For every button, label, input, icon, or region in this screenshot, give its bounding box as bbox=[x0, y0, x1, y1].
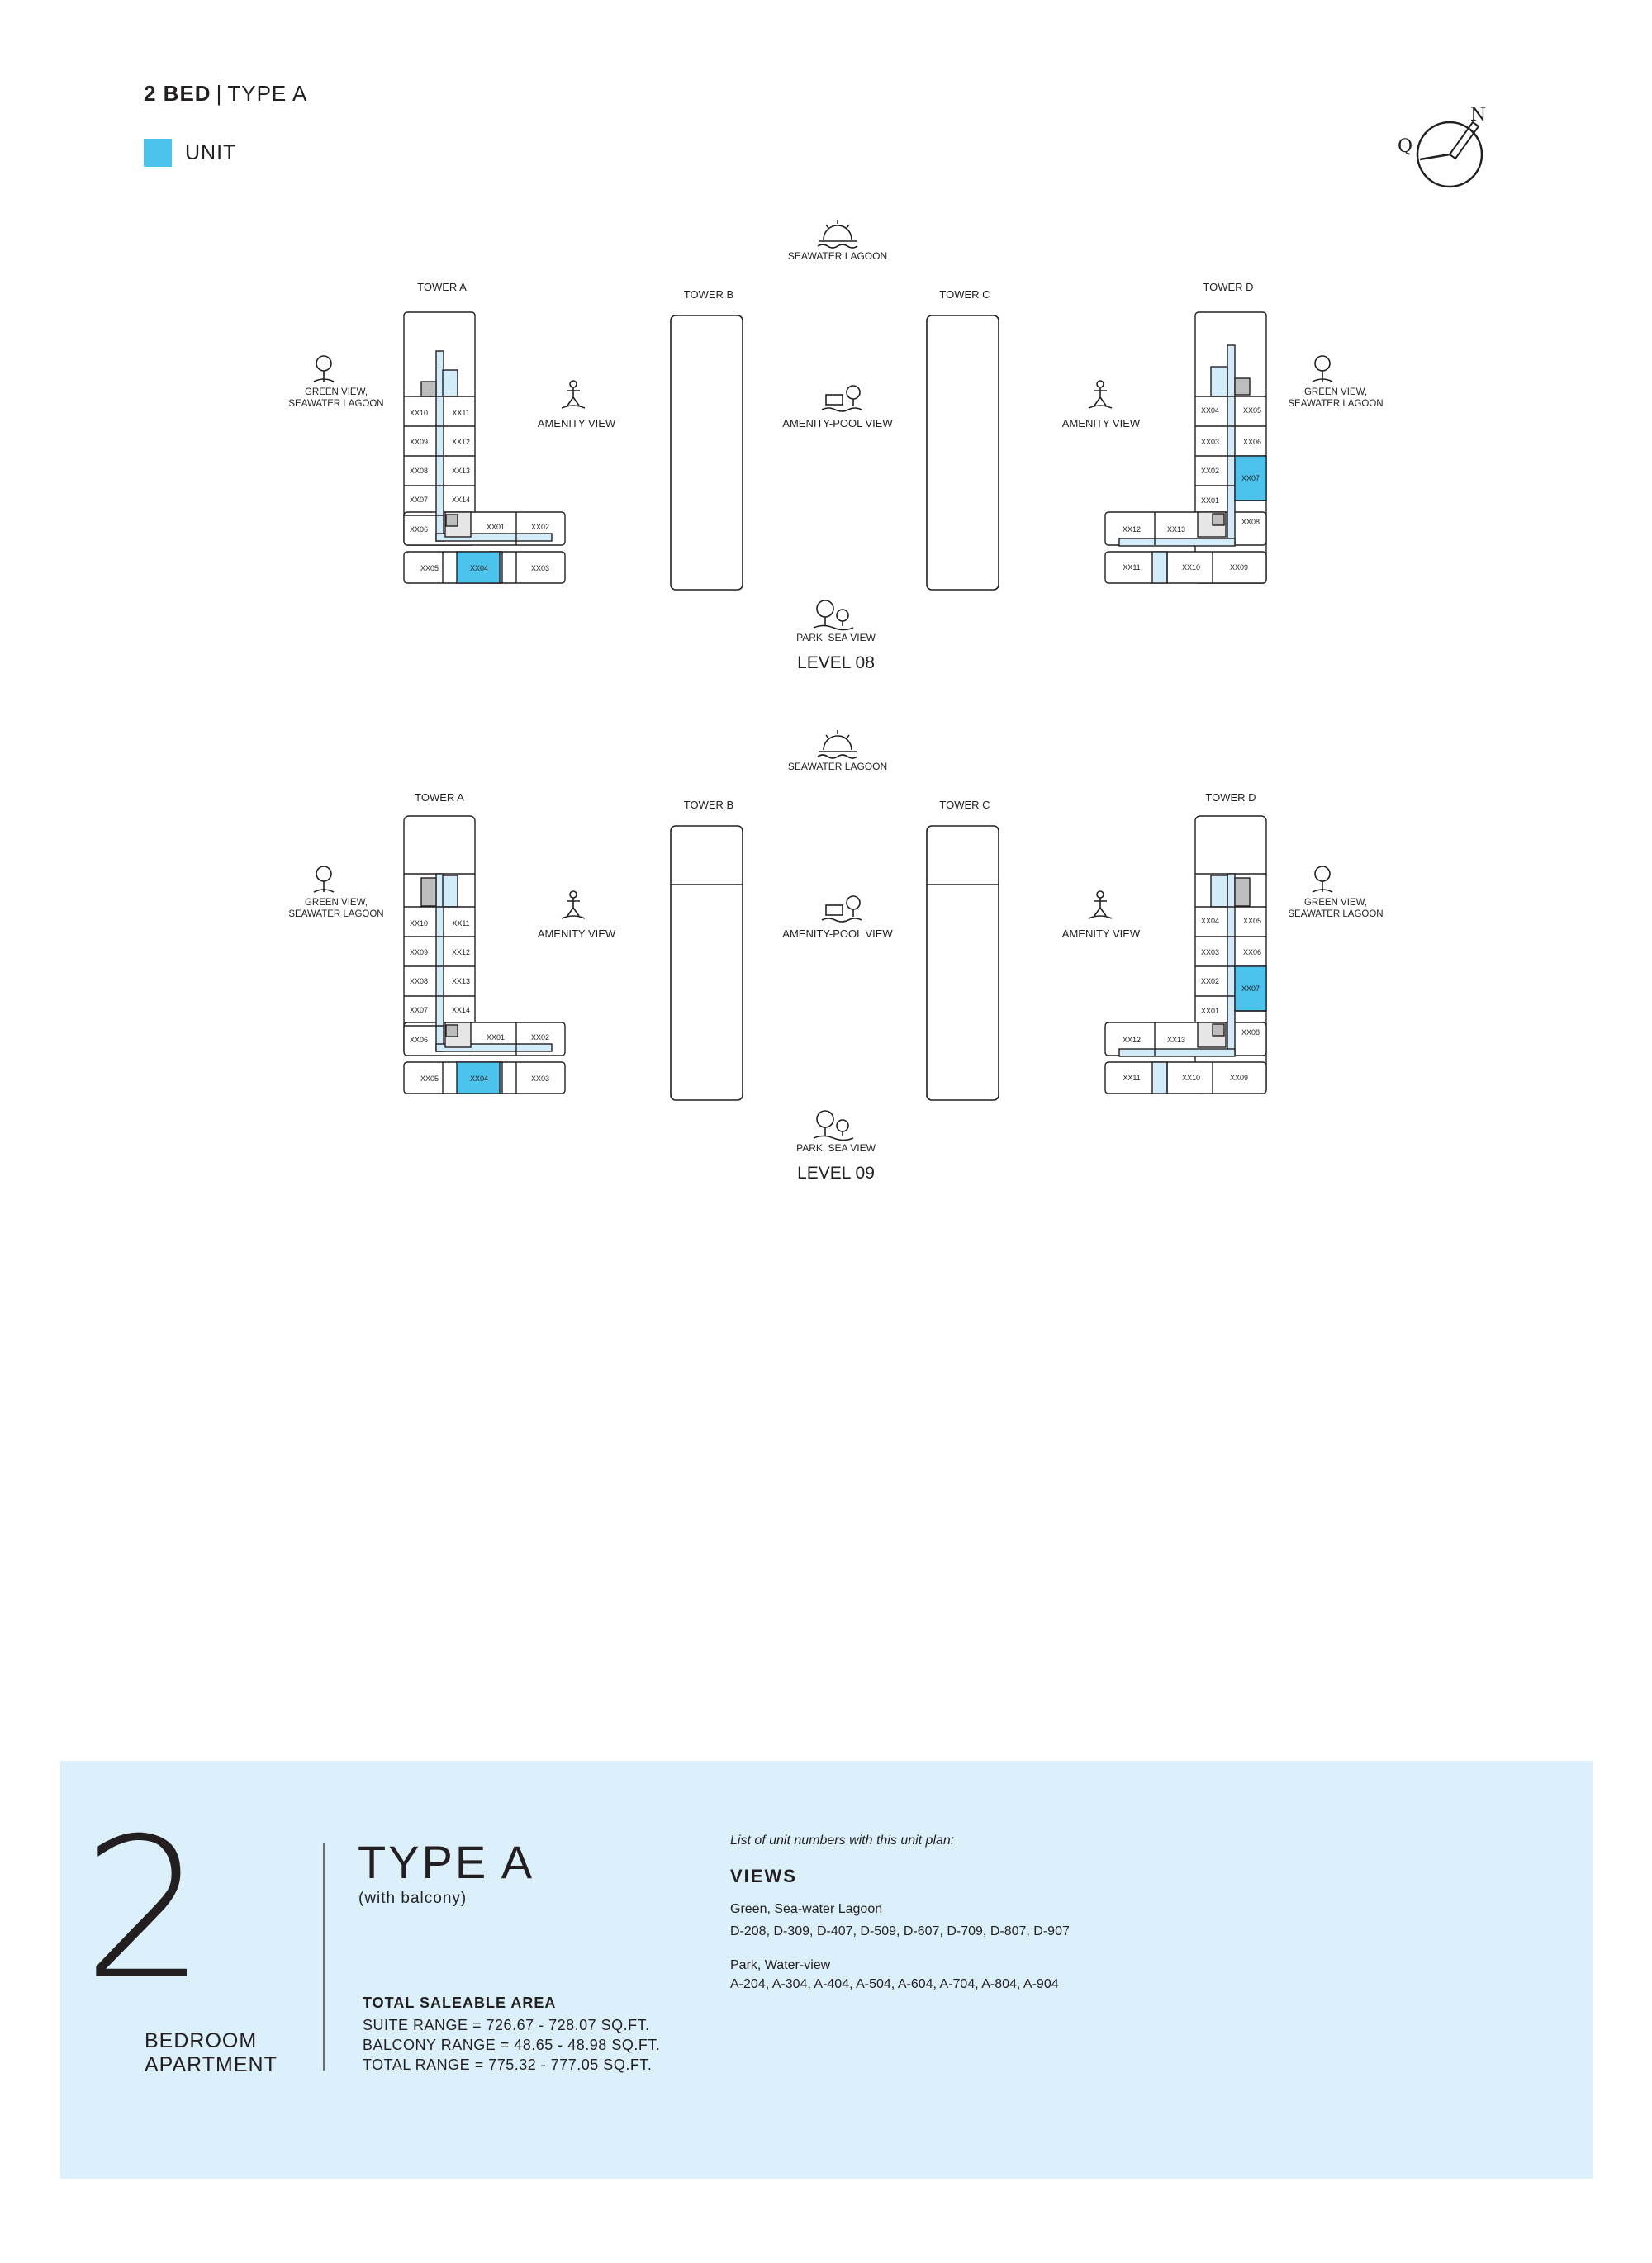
view-label-right-2: SEAWATER LAGOON bbox=[1288, 909, 1384, 919]
title-separator: | bbox=[216, 81, 223, 106]
unit-label: XX05 bbox=[1242, 406, 1262, 415]
unit-label: XX01 bbox=[486, 1033, 506, 1041]
unit-label: XX09 bbox=[1229, 563, 1249, 572]
unit-label: XX07 bbox=[409, 1006, 429, 1014]
amenity-view-label-left: AMENITY VIEW bbox=[537, 927, 616, 940]
view-label-right-1: GREEN VIEW, bbox=[1303, 387, 1368, 397]
view-label-right-1: GREEN VIEW, bbox=[1303, 898, 1368, 908]
unit-label: XX11 bbox=[452, 919, 470, 927]
amenity-view-label-right: AMENITY VIEW bbox=[1061, 417, 1141, 429]
unit-label: XX09 bbox=[409, 438, 429, 446]
view2-name: Park, Water-view bbox=[730, 1958, 831, 1972]
unit-label: XX13 bbox=[1166, 1036, 1186, 1044]
unit-label: XX12 bbox=[451, 948, 471, 956]
sea-lagoon-icon bbox=[818, 730, 857, 758]
unit-label: XX06 bbox=[1242, 948, 1262, 956]
view-label-top: SEAWATER LAGOON bbox=[787, 761, 888, 772]
compass-q-label: Q bbox=[1398, 136, 1413, 157]
unit-label: XX05 bbox=[420, 1075, 439, 1083]
view-label-right-2: SEAWATER LAGOON bbox=[1288, 399, 1384, 409]
view-label-bottom: PARK, SEA VIEW bbox=[796, 632, 876, 643]
view2-units: A-204, A-304, A-404, A-504, A-604, A-704, A-804, A-904 bbox=[730, 1977, 1059, 1991]
bedroom-label-line1: BEDROOM bbox=[145, 2029, 258, 2052]
view-label-left-2: SEAWATER LAGOON bbox=[288, 399, 384, 409]
tree-icon bbox=[314, 866, 334, 892]
balcony-range: BALCONY RANGE = 48.65 - 48.98 SQ.FT. bbox=[363, 2037, 661, 2053]
unit-label: XX09 bbox=[1229, 1074, 1249, 1082]
tower-c-label: TOWER C bbox=[939, 288, 990, 301]
unit-label: XX04 bbox=[469, 564, 489, 572]
unit-label: XX14 bbox=[451, 1006, 471, 1014]
unit-label: XX08 bbox=[1241, 518, 1260, 526]
park-icon bbox=[814, 1111, 853, 1141]
unit-label: XX03 bbox=[530, 564, 550, 572]
view-label-left-1: GREEN VIEW, bbox=[304, 387, 368, 397]
unit-label: XX07 bbox=[409, 496, 429, 504]
unit-label: XX02 bbox=[530, 523, 550, 531]
unit-label: XX05 bbox=[420, 564, 439, 572]
suite-range: SUITE RANGE = 726.67 - 728.07 SQ.FT. bbox=[363, 2017, 650, 2033]
tower-a-label: TOWER A bbox=[415, 791, 464, 804]
unit-label: XX08 bbox=[1241, 1028, 1260, 1037]
amenity-pool-view-label: AMENITY-POOL VIEW bbox=[782, 417, 893, 429]
view1-name: Green, Sea-water Lagoon bbox=[730, 1902, 883, 1916]
unit-label: XX06 bbox=[1242, 438, 1262, 446]
amenity-view-label-left: AMENITY VIEW bbox=[537, 417, 616, 429]
unit-label: XX12 bbox=[1122, 525, 1142, 534]
amenity-pool-view-label: AMENITY-POOL VIEW bbox=[782, 927, 893, 940]
view-label-left-1: GREEN VIEW, bbox=[304, 898, 368, 908]
unit-label: XX13 bbox=[451, 977, 471, 985]
view1-units: D-208, D-309, D-407, D-509, D-607, D-709, D-807, D-907 bbox=[730, 1924, 1070, 1938]
view-label-bottom: PARK, SEA VIEW bbox=[796, 1142, 876, 1154]
unit-label: XX10 bbox=[409, 409, 429, 417]
tree-icon bbox=[1313, 866, 1332, 892]
unit-list-heading: List of unit numbers with this unit plan: bbox=[730, 1834, 955, 1848]
unit-label: XX02 bbox=[530, 1033, 550, 1041]
unit-type-title: TYPE A bbox=[358, 1836, 535, 1888]
unit-label: XX01 bbox=[1200, 496, 1220, 505]
unit-label: XX01 bbox=[486, 523, 506, 531]
unit-label: XX09 bbox=[409, 948, 429, 956]
unit-label: XX13 bbox=[451, 467, 471, 475]
unit-label: XX06 bbox=[409, 1036, 429, 1044]
unit-label: XX12 bbox=[1122, 1036, 1142, 1044]
unit-label: XX14 bbox=[451, 496, 471, 504]
title-type: TYPE A bbox=[227, 81, 308, 106]
bedroom-label-line2: APARTMENT bbox=[145, 2053, 278, 2076]
level-09-label: LEVEL 09 bbox=[797, 1164, 875, 1183]
unit-label: XX04 bbox=[469, 1075, 489, 1083]
tower-b-label: TOWER B bbox=[683, 288, 734, 301]
bedroom-count-number: 2 bbox=[83, 1797, 203, 2023]
area-heading: TOTAL SALEABLE AREA bbox=[363, 1995, 557, 2011]
total-range: TOTAL RANGE = 775.32 - 777.05 SQ.FT. bbox=[363, 2057, 653, 2073]
title-bed-count: 2 BED bbox=[144, 81, 211, 106]
bedroom-apartment-label bbox=[145, 2029, 278, 2077]
unit-label: XX03 bbox=[1200, 438, 1220, 446]
tower-c-block bbox=[927, 826, 999, 1100]
unit-label: XX04 bbox=[1200, 406, 1220, 415]
unit-label: XX01 bbox=[1200, 1007, 1220, 1015]
unit-label: XX02 bbox=[1200, 467, 1220, 475]
unit-label: XX10 bbox=[409, 919, 429, 927]
amenity-pool-icon bbox=[822, 896, 862, 922]
views-heading: VIEWS bbox=[730, 1866, 797, 1886]
unit-type-subtitle: (with balcony) bbox=[358, 1890, 468, 1907]
unit-label: XX13 bbox=[1166, 525, 1186, 534]
unit-label: XX06 bbox=[409, 525, 429, 534]
legend-unit-label: UNIT bbox=[185, 140, 237, 164]
tower-d-floorplan bbox=[1105, 816, 1266, 1094]
view-label-top: SEAWATER LAGOON bbox=[787, 250, 888, 262]
view-label-left-2: SEAWATER LAGOON bbox=[288, 909, 384, 919]
unit-label: XX11 bbox=[452, 409, 470, 417]
unit-label: XX08 bbox=[409, 977, 429, 985]
compass-north-label: N bbox=[1470, 105, 1487, 126]
tower-d-label: TOWER D bbox=[1205, 791, 1256, 804]
amenity-view-label-right: AMENITY VIEW bbox=[1061, 927, 1141, 940]
unit-label: XX05 bbox=[1242, 917, 1262, 925]
amenity-icon bbox=[1089, 891, 1112, 918]
unit-label: XX03 bbox=[530, 1075, 550, 1083]
unit-label: XX02 bbox=[1200, 977, 1220, 985]
unit-label: XX10 bbox=[1181, 563, 1201, 572]
unit-label: XX10 bbox=[1181, 1074, 1201, 1082]
unit-label: XX07 bbox=[1241, 474, 1260, 482]
unit-label: XX03 bbox=[1200, 948, 1220, 956]
tower-c-label: TOWER C bbox=[939, 799, 990, 811]
unit-label: XX04 bbox=[1200, 917, 1220, 925]
unit-label: XX08 bbox=[409, 467, 429, 475]
tower-b-block bbox=[671, 826, 743, 1100]
unit-label: XX12 bbox=[451, 438, 471, 446]
tower-a-label: TOWER A bbox=[417, 281, 467, 293]
level-08-label: LEVEL 08 bbox=[797, 653, 875, 672]
tower-d-label: TOWER D bbox=[1203, 281, 1254, 293]
unit-label: XX11 bbox=[1123, 1074, 1141, 1082]
unit-label: XX07 bbox=[1241, 984, 1260, 993]
panel-divider bbox=[323, 1843, 325, 2071]
tower-b-label: TOWER B bbox=[683, 799, 734, 811]
unit-label: XX11 bbox=[1123, 563, 1141, 572]
amenity-icon bbox=[562, 891, 585, 918]
tower-a-floorplan bbox=[404, 816, 565, 1094]
